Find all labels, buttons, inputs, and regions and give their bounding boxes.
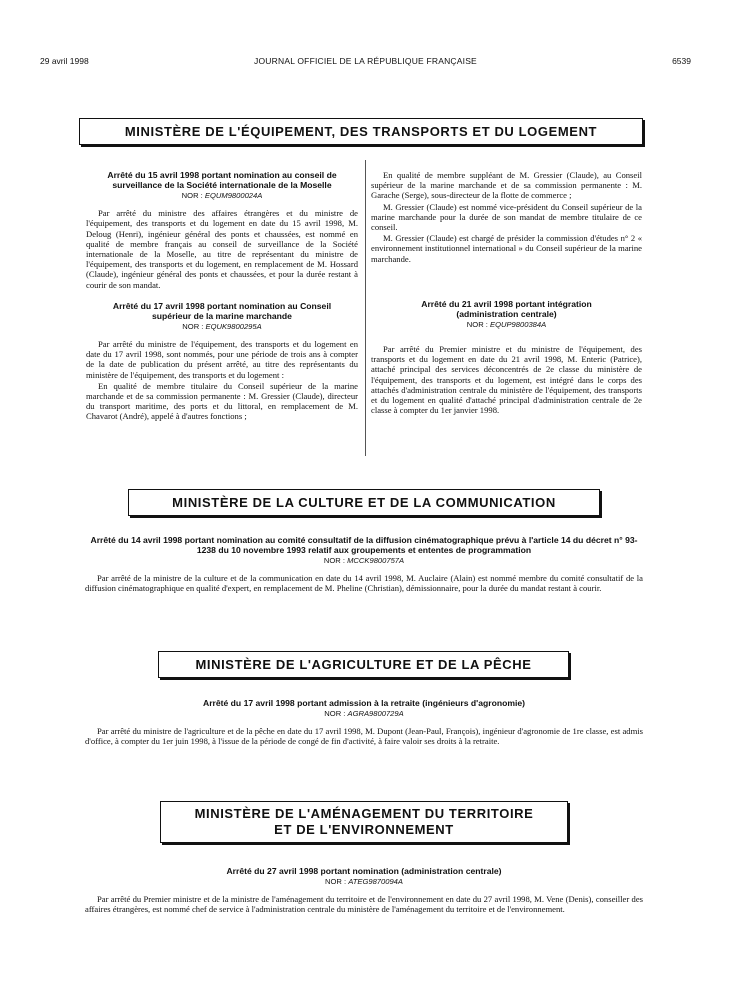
- ministry-title: MINISTÈRE DE L'ÉQUIPEMENT, DES TRANSPORTS ET DU LOGEMENT: [124, 124, 598, 139]
- column-divider: [365, 160, 366, 456]
- arrete-title: Arrêté du 14 avril 1998 portant nomination au comité consultatif de la diffusion cinématographique prévu à l'article 14 du décret n° 93-1238 du 10 novembre 1993 relatif aux groupements et ententes de programmation: [90, 535, 638, 555]
- page-header: [40, 56, 691, 70]
- culture-arrete: [85, 535, 643, 595]
- nor-code: MCCK9800757A: [347, 556, 405, 565]
- nor-code: EQUM9800024A: [204, 191, 263, 200]
- ministry-heading-amenagement: [160, 801, 568, 843]
- right-column: [371, 170, 642, 416]
- agriculture-arrete: [85, 698, 643, 748]
- nor-code: EQUP9800384A: [490, 319, 547, 329]
- nor-code: ATEG9870094A: [348, 877, 403, 886]
- arrete-title: Arrêté du 15 avril 1998 portant nomination au conseil de surveillance de la Société internationale de la Moselle: [107, 170, 337, 190]
- nor-reference: [85, 556, 643, 566]
- arrete-title: Arrêté du 21 avril 1998 portant intégration (administration centrale): [421, 298, 592, 319]
- paragraph: Par arrêté du ministre de l'équipement, des transports et du logement en date du 17 avril 1998, sont nommés, pour une période de trois ans à compter de la date de publication du présent arrêté, au titre des représentants du ministère de l'équipement, des transports et du logement :: [86, 339, 358, 380]
- nor-code: EQUK9800295A: [205, 321, 262, 331]
- paragraph: En qualité de membre suppléant de M. Gressier (Claude), au Conseil supérieur de la marine marchande et de sa commission permanente : M. Garache (Serge), sous-directeur de la flotte de commerce ;: [371, 170, 642, 201]
- ministry-heading-culture: [128, 489, 600, 516]
- paragraph: Par arrêté du ministre de l'agriculture et de la pêche en date du 17 avril 1998, M. Dupont (Jean-Paul, François), ingénieur d'agronomie de 1re classe, est admis d'office, à compter du 1er juin 1998, à l'issue de la période de congé de fin d'activité, à faire valoir ses droits à la retraite.: [85, 726, 643, 747]
- ministry-title: MINISTÈRE DE LA CULTURE ET DE LA COMMUNICATION: [172, 495, 556, 510]
- paragraph: M. Gressier (Claude) est nommé vice-président du Conseil supérieur de la marine marchande pour la durée de son mandat de membre titulaire de ce conseil.: [371, 201, 642, 233]
- ministry-title-line2: ET DE L'ENVIRONNEMENT: [274, 822, 454, 837]
- nor-label: NOR :: [323, 556, 345, 565]
- nor-reference: [86, 191, 358, 201]
- arrete-title: Arrêté du 17 avril 1998 portant admission à la retraite (ingénieurs d'agronomie): [202, 698, 526, 708]
- nor-label: NOR :: [182, 321, 204, 331]
- paragraph: Par arrêté du Premier ministre et du ministre de l'équipement, des transports et du logement en date du 21 avril 1998, M. Enteric (Patrice), attaché principal des services déconcentrés de 2e classe du ministère de l'équipement, des transports et du logement, est intégré dans le corps des attachés d'administration centrale du ministère de l'équipement, des transports et du logement en qualité d'attaché principal d'administration centrale de 2e classe à compter du 1er janvier 1998.: [371, 344, 642, 416]
- paragraph: En qualité de membre titulaire du Conseil supérieur de la marine marchande et de sa commission permanente : M. Gressier (Claude), directeur du transport maritime, des ports et du littoral, en remplacement de M. Chavarot (André), appelé à d'autres fonctions ;: [86, 380, 358, 422]
- header-date: 29 avril 1998: [40, 56, 89, 66]
- arrete-title: Arrêté du 17 avril 1998 portant nomination au Conseil supérieur de la marine marchande: [112, 300, 332, 321]
- nor-reference: [85, 709, 643, 719]
- ministry-heading-equipement: [79, 118, 643, 145]
- ministry-title: MINISTÈRE DE L'AGRICULTURE ET DE LA PÊCHE: [195, 657, 532, 672]
- paragraph: Par arrêté de la ministre de la culture et de la communication en date du 14 avril 1998, M. Auclaire (Alain) est nommé membre du comité consultatif de la diffusion cinématographique en qualité d'expert, en remplacement de M. Pheline (Christian), démissionnaire, pour la durée du mandat restant à courir.: [85, 573, 643, 594]
- arrete-title: Arrêté du 27 avril 1998 portant nomination (administration centrale): [226, 866, 502, 876]
- ministry-heading-agriculture: [158, 651, 569, 678]
- ministry-title-line1: MINISTÈRE DE L'AMÉNAGEMENT DU TERRITOIRE: [194, 806, 534, 821]
- paragraph: M. Gressier (Claude) est chargé de présider la commission d'études n° 2 « environnement institutionnel international » du Conseil supérieur de la marine marchande.: [371, 233, 642, 264]
- header-title: JOURNAL OFFICIEL DE LA RÉPUBLIQUE FRANÇAISE: [254, 56, 477, 66]
- paragraph: Par arrêté du Premier ministre et de la ministre de l'aménagement du territoire et de l'environnement en date du 27 avril 1998, M. Vene (Denis), conseiller des affaires étrangères, est nommé chef de service à l'administration centrale du ministère de l'aménagement du territoire et de l'environnement.: [85, 894, 643, 915]
- nor-label: NOR :: [181, 191, 203, 200]
- nor-label: NOR :: [324, 709, 346, 718]
- amenagement-arrete: [85, 866, 643, 916]
- nor-reference: [371, 320, 642, 330]
- nor-label: NOR :: [466, 319, 488, 329]
- nor-reference: [86, 322, 358, 332]
- left-column: [86, 170, 358, 423]
- nor-label: NOR :: [325, 877, 347, 886]
- header-page-number: 6539: [672, 56, 691, 66]
- nor-reference: [85, 877, 643, 887]
- nor-code: AGRA9800729A: [347, 709, 404, 718]
- paragraph: Par arrêté du ministre des affaires étrangères et du ministre de l'équipement, des transports et du logement en date du 15 avril 1998, M. Deloug (Henri), ingénieur général des ponts et chaussées, est nommé en qualité de membre français au conseil de surveillance de la Société internationale de la Moselle, au titre de représentant du ministre de l'équipement, des transports et du logement, en remplacement de M. Hossard (Claude), ingénieur général des ponts et chaussées, et pour la durée restant à courir de son mandat.: [86, 208, 358, 290]
